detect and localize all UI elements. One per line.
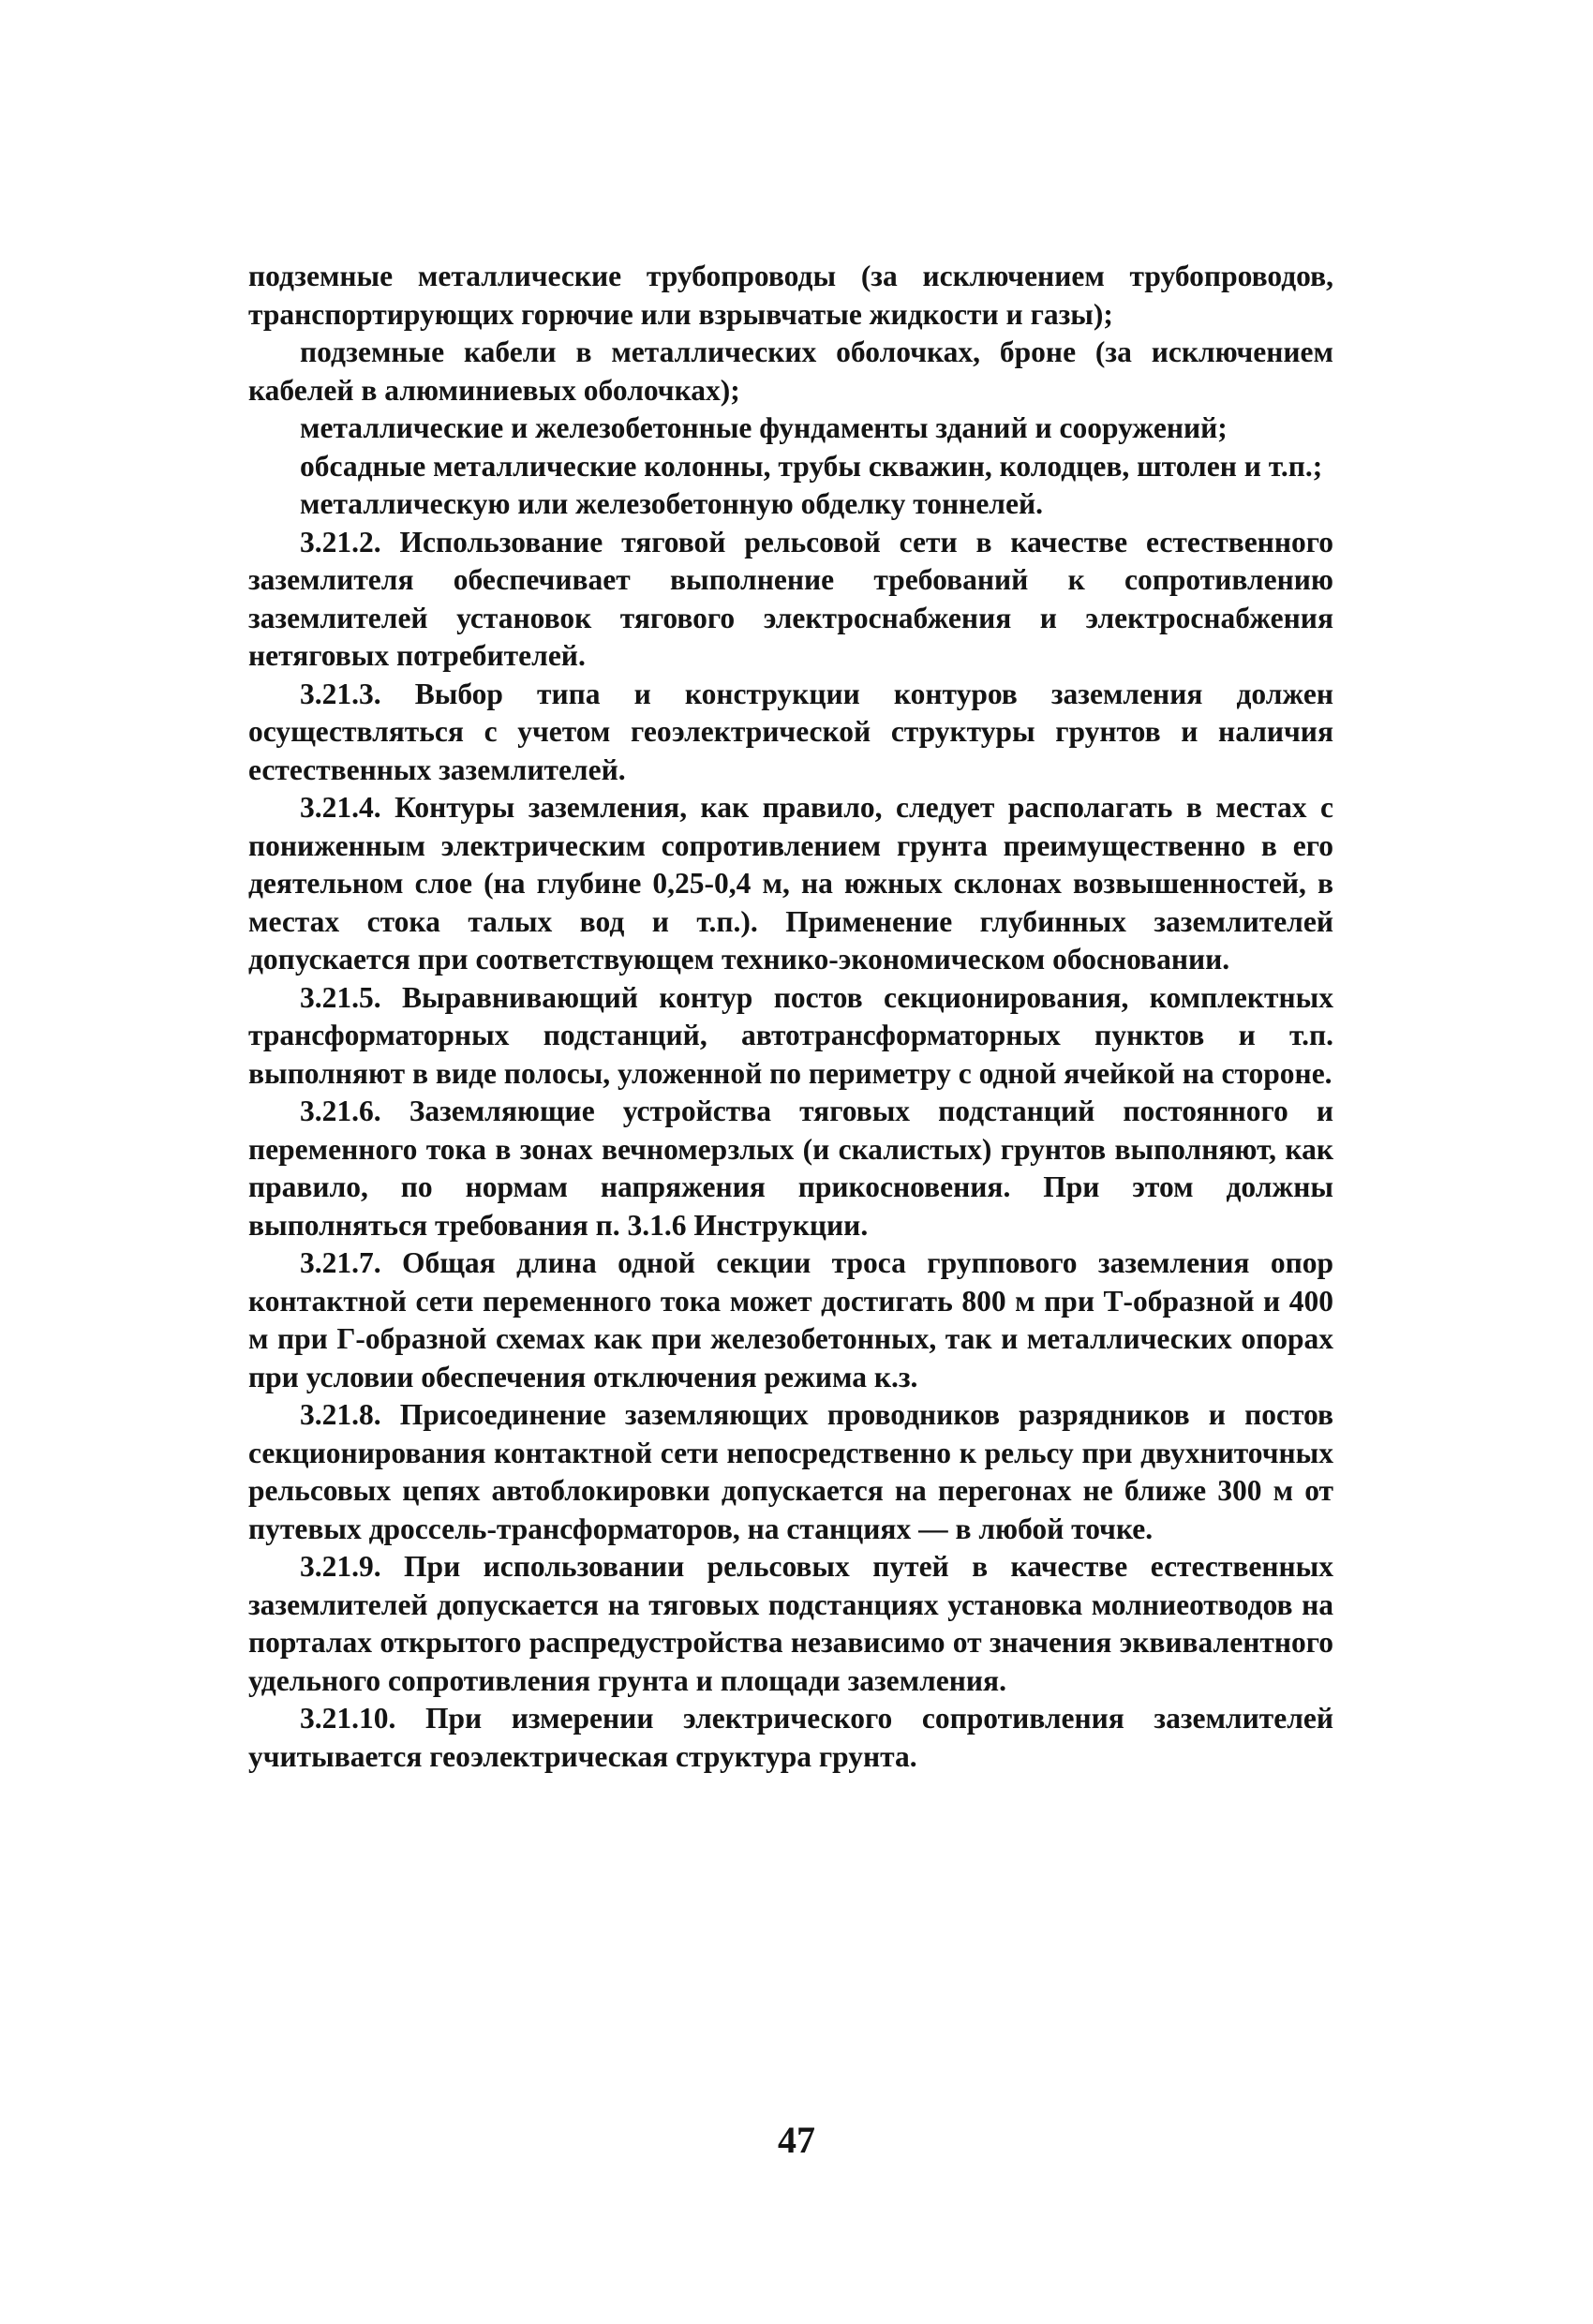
paragraph-1: подземные металлические трубопроводы (за исключением трубопроводов, транспортирующих горючие или взрывчатые жидкости и газы); xyxy=(248,260,1333,331)
paragraph-3: металлические и железобетонные фундаменты зданий и сооружений; xyxy=(300,411,1228,444)
paragraph-2: подземные кабели в металлических оболочках, броне (за исключением кабелей в алюминиевых оболочках); xyxy=(248,335,1333,407)
section-3-21-9: 3.21.9. При использовании рельсовых путей в качестве естественных заземлителей допускается на тяговых подстанциях установка молниеотводов на порталах открытого распредустройства независимо от значения эквивалентного удельного сопротивления грунта и площади заземления. xyxy=(248,1550,1333,1697)
page-number: 47 xyxy=(778,2119,815,2161)
section-3-21-4: 3.21.4. Контуры заземления, как правило, следует располагать в местах с пониженным электрическим сопротивлением грунта преимущественно в его деятельном слое (на глубине 0,25-0,4 м, на южных склонах возвышенностей, в местах стока талых вод и т.п.). Применение глубинных заземлителей допускается при соответствующем технико-экономическом обосновании. xyxy=(248,791,1333,976)
section-3-21-5: 3.21.5. Выравнивающий контур постов секционирования, комплектных трансформаторных подстанций, автотрансформаторных пунктов и т.п. выполняют в виде полосы, уложенной по периметру с одной ячейкой на стороне. xyxy=(248,980,1333,1090)
section-3-21-3: 3.21.3. Выбор типа и конструкции контуров заземления должен осуществляться с учетом геоэлектрической структуры грунтов и наличия естественных заземлителей. xyxy=(248,677,1333,786)
section-3-21-8: 3.21.8. Присоединение заземляющих проводников разрядников и постов секционирования контактной сети непосредственно к рельсу при двухниточных рельсовых цепях автоблокировки допускается на перегонах не ближе 300 м от путевых дроссель-трансформаторов, на станциях — в любой точке. xyxy=(248,1398,1333,1545)
section-3-21-7: 3.21.7. Общая длина одной секции троса группового заземления опор контактной сети переменного тока может достигать 800 м при Т-образной и 400 м при Г-образной схемах как при железобетонных, так и металлических опорах при условии обеспечения отключения режима к.з. xyxy=(248,1246,1333,1393)
section-3-21-2: 3.21.2. Использование тяговой рельсовой сети в качестве естественного заземлителя обеспечивает выполнение требований к сопротивлению заземлителей установок тягового электроснабжения и электроснабжения нетяговых потребителей. xyxy=(248,525,1333,672)
body-text xyxy=(248,258,1333,1776)
paragraph-5: металлическую или железобетонную обделку тоннелей. xyxy=(300,487,1043,520)
section-3-21-6: 3.21.6. Заземляющие устройства тяговых подстанций постоянного и переменного тока в зонах вечномерзлых (и скалистых) грунтов выполняют, как правило, по нормам напряжения прикосновения. При этом должны выполняться требования п. 3.1.6 Инструкции. xyxy=(248,1095,1333,1242)
paragraph-4: обсадные металлические колонны, трубы скважин, колодцев, штолен и т.п.; xyxy=(300,449,1323,483)
section-3-21-10: 3.21.10. При измерении электрического сопротивления заземлителей учитывается геоэлектрическая структура грунта. xyxy=(248,1702,1333,1773)
